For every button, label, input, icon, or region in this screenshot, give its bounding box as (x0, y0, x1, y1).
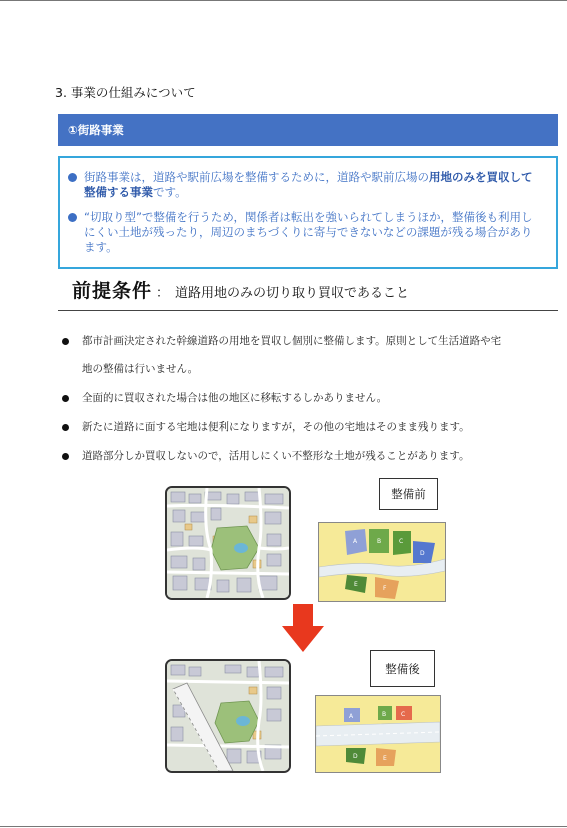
label-before: 整備前 (379, 478, 438, 510)
parcel-label: B (382, 711, 387, 718)
down-arrow-icon (282, 604, 324, 652)
parcel-label: F (383, 585, 387, 592)
parcel-label: D (420, 550, 425, 557)
label-after: 整備後 (370, 650, 435, 687)
list-item: 都市計画決定された幹線道路の用地を買収し個別に整備します。原則として生活道路や宅 (62, 333, 501, 349)
premise-title: 前提条件 (72, 280, 153, 302)
callout-text: です。 (153, 185, 187, 199)
callout-emphasis: 用地のみを買収して (429, 170, 533, 184)
callout-text: 街路事業は，道路や駅前広場を整備するために，道路や駅前広場の (84, 170, 429, 184)
section-bar (58, 114, 558, 146)
callout-text: “切取り型”で整備を行うため，関係者は転出を強いられてしまうほか，整備後も利用し (84, 210, 533, 224)
bullet-dot-icon (68, 213, 77, 222)
section-bar-label: ①街路事業 (68, 123, 124, 137)
parcel-diagram-after (315, 695, 441, 773)
callout-text: にくい土地が残ったり，周辺のまちづくりに寄与できないなどの課題が残る場合があり (84, 225, 533, 239)
divider (58, 310, 558, 311)
bullet-dot-icon (62, 424, 69, 431)
section-heading: 3. 事業の仕組みについて (55, 85, 196, 100)
list-item-continuation: 地の整備は行いません。 (82, 363, 199, 375)
parcel-label: A (353, 538, 358, 545)
summary-callout (58, 156, 558, 269)
callout-emphasis: 整備する事業 (84, 185, 153, 199)
bullet-dot-icon (68, 173, 77, 182)
parcel-label: A (349, 713, 354, 720)
map-after-image (165, 659, 291, 773)
map-before-image (165, 486, 291, 600)
parcel-diagram-before (318, 522, 446, 602)
list-item: 道路部分しか買収しないので，活用しにくい不整形な土地が残ることがあります。 (62, 448, 469, 464)
bullet-dot-icon (62, 453, 69, 460)
callout-bullet-1 (68, 170, 548, 200)
list-item: 新たに道路に面する宅地は便利になりますが，その他の宅地はそのまま残ります。 (62, 419, 470, 435)
parcel-label: C (401, 711, 406, 718)
parcel-label: C (399, 538, 404, 545)
parcel-label: E (383, 755, 387, 762)
callout-text: ます。 (84, 240, 118, 254)
bottom-border (0, 826, 567, 827)
callout-bullet-2 (68, 210, 548, 255)
premise-subtitle: 道路用地のみの切り取り買収であること (175, 286, 410, 301)
parcel-label: D (353, 753, 358, 760)
top-border (0, 0, 567, 1)
premise-heading (72, 276, 409, 303)
premise-colon: ： (156, 286, 170, 301)
list-item: 全面的に買収された場合は他の地区に移転するしかありません。 (62, 390, 387, 406)
bullet-dot-icon (62, 338, 69, 345)
parcel-label: E (354, 581, 358, 588)
parcel-label: B (377, 538, 382, 545)
bullet-dot-icon (62, 395, 69, 402)
